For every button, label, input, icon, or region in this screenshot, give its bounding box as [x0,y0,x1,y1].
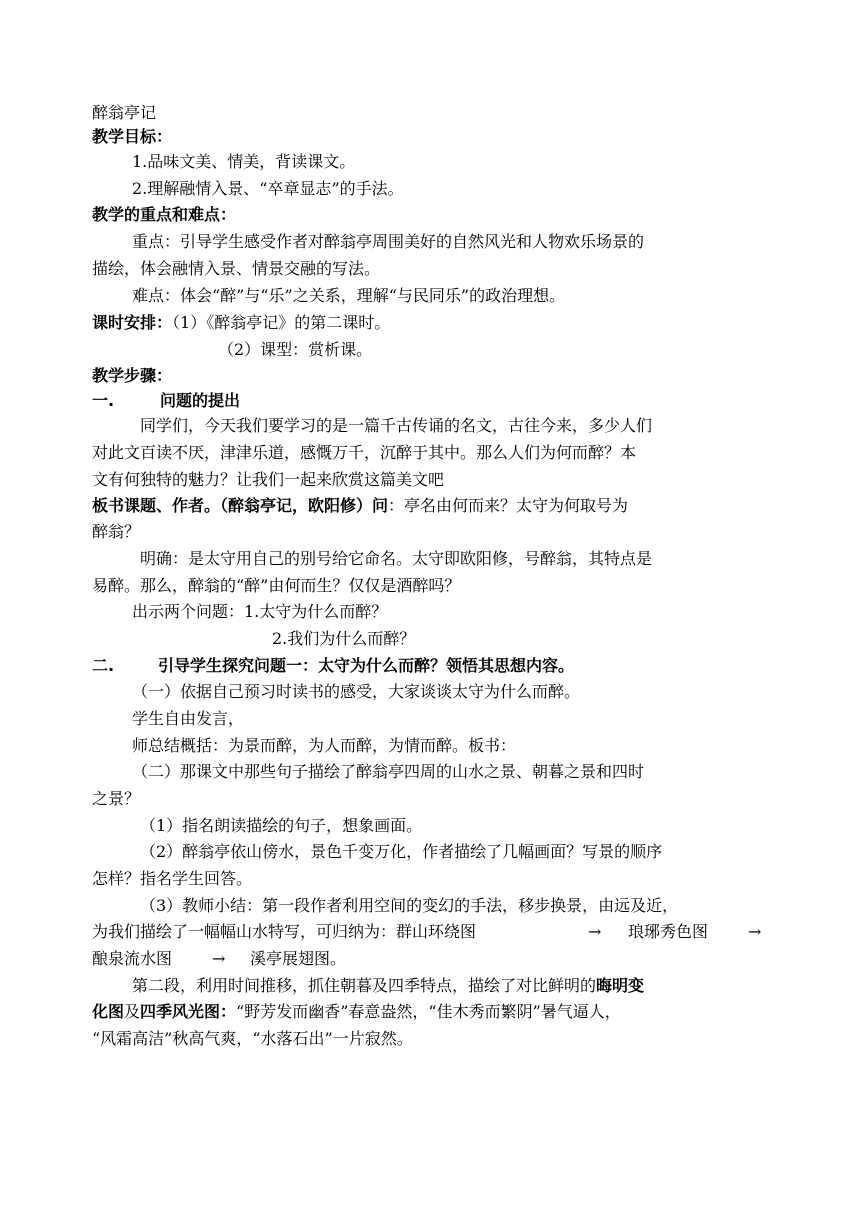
schedule-heading: 课时安排： [92,313,173,332]
paragraph-2-bold-2: 化图 [92,1002,125,1021]
schedule-item-1: （1）《醉翁亭记》的第二课时。 [172,313,391,332]
goal-1: 1.品味文美、情美，背读课文。 [132,152,356,171]
paragraph-2-and: 及 [124,1002,141,1021]
paragraph-2-text: 第二段，利用时间推移，抓住朝暮及四季特点，描绘了对比鲜明的 [132,976,597,995]
board-line-2: 醉翁？ [92,522,141,541]
paragraph-1-line-1: 同学们，今天我们要学习的是一篇千古传诵的名文，古往今来，多少人们 [140,416,653,435]
section-2-title: 引导学生探究问题一：太守为什么而醉？领悟其思想内容。 [158,656,575,675]
section-1-number: 一. [92,391,115,410]
section-1-title: 问题的提出 [160,391,241,410]
clarify-line-1: 明确：是太守用自己的别号给它命名。太守即欧阳修，号醉翁，其特点是 [140,549,653,568]
section-2-number: 二. [92,656,115,675]
arrow-3: → [212,949,226,968]
key-point-line-2: 描绘，体会融情入景、情景交融的写法。 [92,259,381,278]
section-2-line-3: 师总结概括：为景而醉，为人而醉，为情而醉。板书： [132,736,517,755]
scene-group-1: 为我们描绘了一幅幅山水特写，可归纳为：群山环绕图 [92,922,477,941]
paragraph-1-line-3: 文有何独特的魅力？让我们一起来欣赏这篇美文吧 [92,470,445,489]
steps-heading: 教学步骤： [92,366,173,385]
section-2-line-10 [92,920,476,944]
paragraph-2-line-3: “风霜高洁”秋高气爽，“水落石出”一片寂然。 [92,1029,413,1048]
section-2-line-8: 怎样？指名学生回答。 [92,869,253,888]
keypoints-heading: 教学的重点和难点： [92,205,237,224]
key-point-line-1: 重点：引导学生感受作者对醉翁亭周围美好的自然风光和人物欢乐场景的 [132,232,645,251]
goal-2: 2.理解融情入景、“卒章显志”的手法。 [132,179,404,198]
paragraph-2-quotes: “野芳发而幽香”春意盎然，“佳木秀而繁阴”暑气逼人， [236,1002,621,1021]
paragraph-1-line-2: 对此文百读不厌，津津乐道，感慨万千，沉醉于其中。那么人们为何而醉？本 [92,443,637,462]
section-2-line-5: 之景？ [92,789,141,808]
scene-group-3: 酿泉流水图 [92,949,173,968]
section-2-line-2: 学生自由发言， [132,709,245,728]
arrow-1: → [588,922,602,941]
paragraph-2-bold-1: 晦明变 [596,976,645,995]
section-2-line-9: （3）教师小结：第一段作者利用空间的变幻的手法，移步换景，由远及近， [140,896,679,915]
section-2-line-4: （二）那课文中那些句子描绘了醉翁亭四周的山水之景、朝暮之景和四时 [132,762,645,781]
questions-line-2: 2.我们为什么而醉？ [272,629,416,648]
board-line [92,494,628,518]
paragraph-2-bold-3: 四季风光图： [140,1002,237,1021]
difficulty-line: 难点：体会“醉”与“乐”之关系，理解“与民同乐”的政治理想。 [132,286,566,305]
goals-heading: 教学目标： [92,127,173,146]
section-2-line-6: （1）指名朗读描绘的句子，想象画面。 [140,816,423,835]
scene-group-4: 溪亭展翅图。 [250,949,347,968]
doc-title: 醉翁亭记 [92,103,157,122]
board-title: 板书课题、作者。（醉翁亭记，欧阳修）问 [92,496,389,515]
section-2-line-7: （2）醉翁亭依山傍水，景色千变万化，作者描绘了几幅画面？写景的顺序 [140,842,663,861]
arrow-2: → [748,922,762,941]
clarify-line-2: 易醉。那么，醉翁的“醉”由何而生？仅仅是酒醉吗？ [92,576,461,595]
schedule-item-2: （2）课型：赏析课。 [218,340,373,359]
board-question: ：亭名由何而来？太守为何取号为 [388,496,629,515]
section-2-line-1: （一）依据自己预习时读书的感受，大家谈谈太守为什么而醉。 [132,682,581,701]
scene-group-2: 琅琊秀色图 [628,922,709,941]
schedule-line-1 [92,311,390,335]
paragraph-2-line-1 [132,974,644,998]
paragraph-2-line-2 [92,1000,621,1024]
questions-line-1: 出示两个问题：1.太守为什么而醉？ [132,602,388,621]
